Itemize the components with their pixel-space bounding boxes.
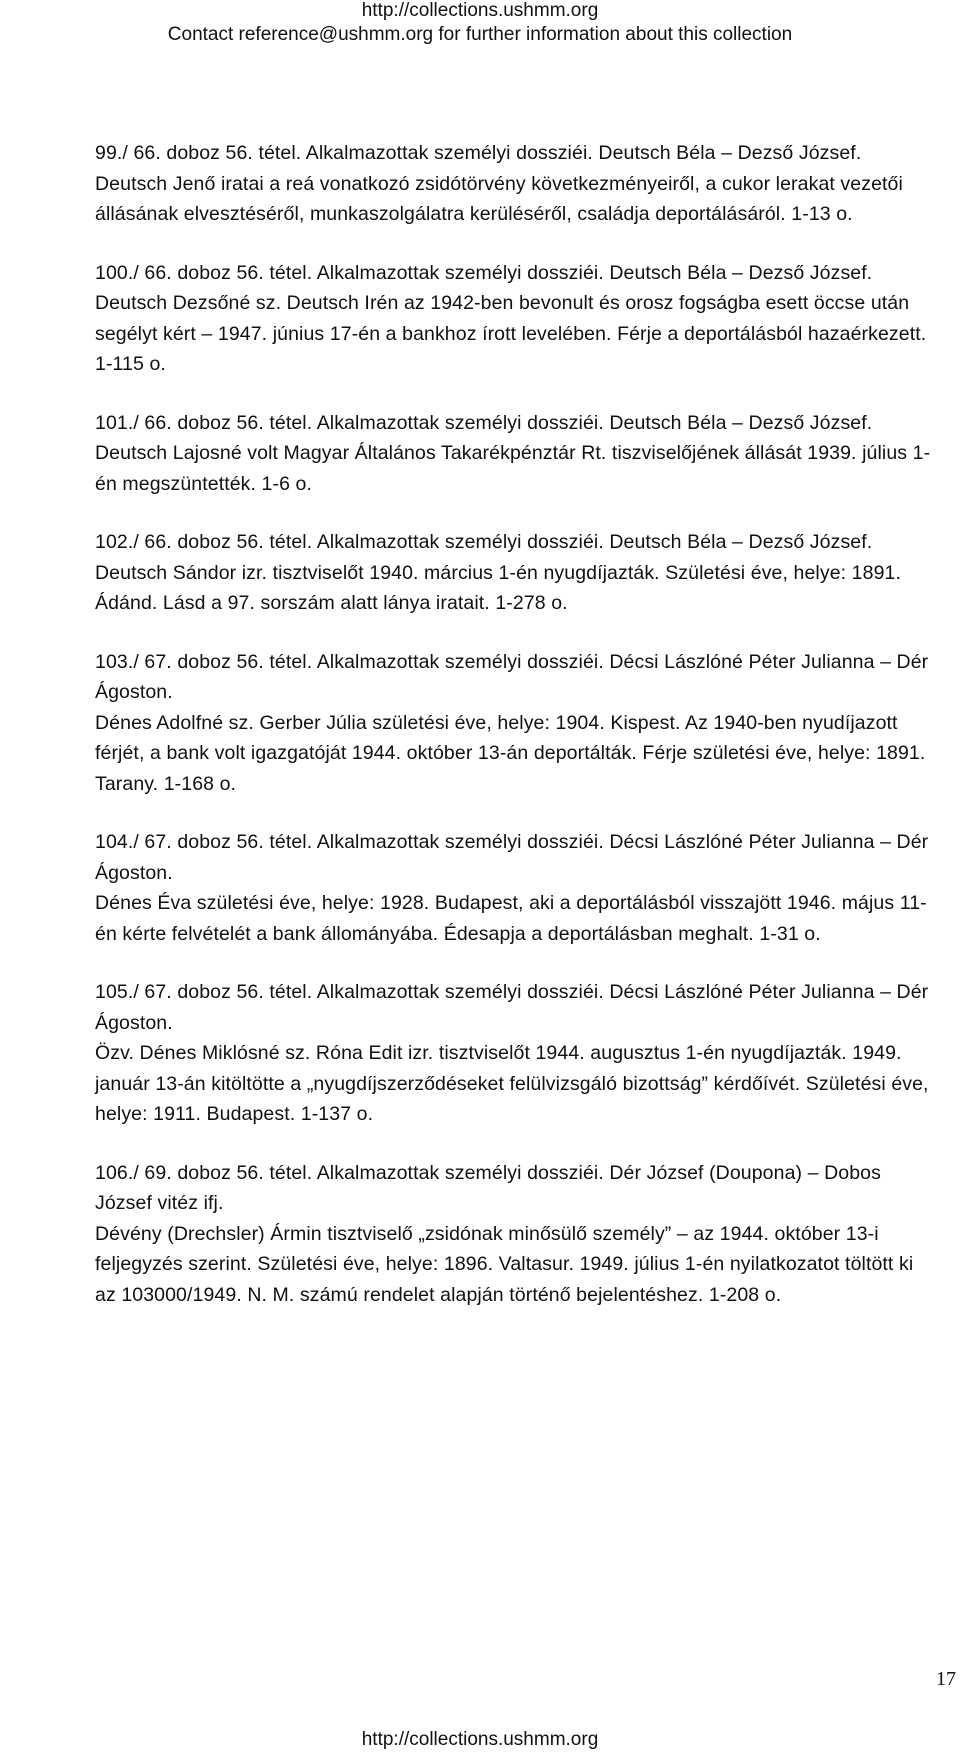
- entry-heading: 106./ 69. doboz 56. tétel. Alkalmazottak személyi dossziéi. Dér József (Doupona) – Dobos József vitéz ifj.: [95, 1161, 881, 1214]
- entry-heading: 102./ 66. doboz 56. tétel. Alkalmazottak személyi dossziéi. Deutsch Béla – Dezső József.: [95, 531, 873, 553]
- entry-heading: 103./ 67. doboz 56. tétel. Alkalmazottak személyi dossziéi. Décsi Lászlóné Péter Julianna – Dér Ágoston.: [95, 650, 929, 703]
- entry-text: Deutsch Sándor izr. tisztviselőt 1940. március 1-én nyugdíjazták. Születési éve, helye: 1891. Ádánd. Lásd a 97. sorszám alatt lánya iratait. 1-278 o.: [95, 561, 901, 614]
- entry-text: Dénes Adolfné sz. Gerber Júlia születési éve, helye: 1904. Kispest. Az 1940-ben nyudíjazott férjét, a bank volt igazgatóját 1944. október 13-án deportálták. Férje születési éve, helye: 1891. Tarany. 1-168 o.: [95, 711, 926, 795]
- entry-heading: 99./ 66. doboz 56. tétel. Alkalmazottak személyi dossziéi. Deutsch Béla – Dezső József.: [95, 142, 862, 164]
- entry-99: [95, 138, 935, 230]
- entry-heading: 104./ 67. doboz 56. tétel. Alkalmazottak személyi dossziéi. Décsi Lászlóné Péter Julianna – Dér Ágoston.: [95, 831, 929, 884]
- header-contact: Contact reference@ushmm.org for further information about this collection: [167, 24, 793, 45]
- entry-text: Dénes Éva születési éve, helye: 1928. Budapest, aki a deportálásból visszajött 1946. május 11-én kérte felvételét a bank állományába. Édesapja a deportálásban meghalt. 1-31 o.: [95, 892, 927, 945]
- entry-101: [95, 408, 935, 500]
- entry-102: [95, 527, 935, 619]
- document-body: [95, 138, 935, 1338]
- entry-text: Deutsch Jenő iratai a reá vonatkozó zsidótörvény következményeiről, a cukor lerakat vezetői állásának elvesztéséről, munkaszolgálatra kerüléséről, családja deportálásáról. 1-13 o.: [95, 172, 903, 225]
- entry-text: Özv. Dénes Miklósné sz. Róna Edit izr. tisztviselőt 1944. augusztus 1-én nyugdíjazták. 1949. január 13-án kitöltötte a „nyugdíjszerződéseket felülvizsgáló bizottság” kérdőívét. Születési éve, helye: 1911. Budapest. 1-137 o.: [95, 1042, 929, 1125]
- entry-105: [95, 977, 935, 1130]
- entry-heading: 105./ 67. doboz 56. tétel. Alkalmazottak személyi dossziéi. Décsi Lászlóné Péter Julianna – Dér Ágoston.: [95, 981, 929, 1034]
- entry-106: [95, 1158, 935, 1311]
- header-url[interactable]: http://collections.ushmm.org: [361, 0, 599, 21]
- entry-text: Deutsch Lajosné volt Magyar Általános Takarékpénztár Rt. tiszviselőjének állását 1939. július 1-én megszüntették. 1-6 o.: [95, 442, 931, 495]
- entry-104: [95, 827, 935, 949]
- entry-text: Deutsch Dezsőné sz. Deutsch Irén az 1942-ben bevonult és orosz fogságba esett öccse után segélyt kért – 1947. június 17-én a bankhoz írott levelében. Férje a deportálásból hazaérkezett. 1-115 o.: [95, 292, 927, 375]
- entry-103: [95, 647, 935, 800]
- page-number: 17: [936, 1668, 956, 1690]
- entry-text: Dévény (Drechsler) Ármin tisztviselő „zsidónak minősülő személy” – az 1944. október 13-i feljegyzés szerint. Születési éve, helye: 1896. Valtasur. 1949. július 1-én nyilatkozatot töltött ki az 103000/1949. N. M. számú rendelet alapján történő bejelentéshez. 1-208 o.: [95, 1222, 914, 1306]
- entry-heading: 100./ 66. doboz 56. tétel. Alkalmazottak személyi dossziéi. Deutsch Béla – Dezső József.: [95, 261, 873, 284]
- footer-url[interactable]: http://collections.ushmm.org: [361, 1729, 599, 1750]
- entry-heading: 101./ 66. doboz 56. tétel. Alkalmazottak személyi dossziéi. Deutsch Béla – Dezső József.: [95, 411, 873, 434]
- entry-100: [95, 258, 935, 380]
